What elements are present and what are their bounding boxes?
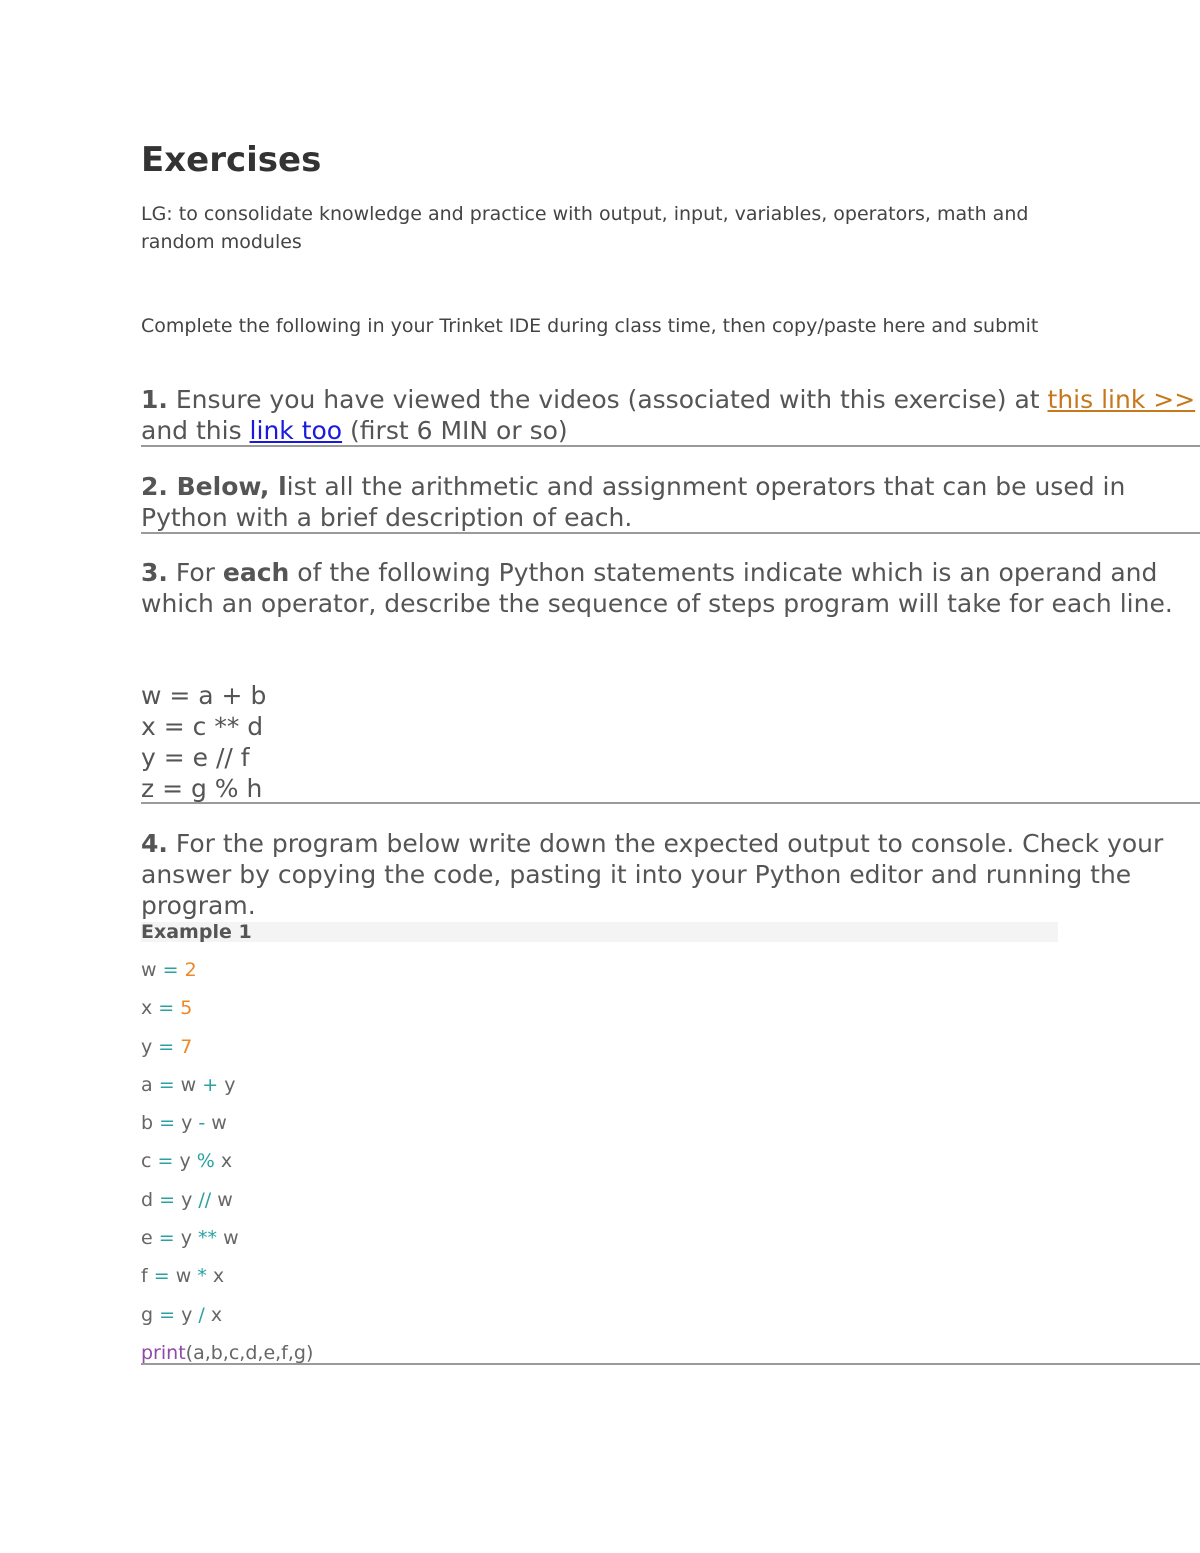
learning-goal: LG: to consolidate knowledge and practice with output, input, variables, operators, math and random modules [141,203,1029,253]
code-block [141,951,313,1372]
question-2 [141,471,1200,533]
divider [141,445,1200,447]
code-line-print [141,1334,313,1372]
instructions: Complete the following in your Trinket IDE during class time, then copy/paste here and submit [141,315,1039,337]
statement: y = e // f [141,743,250,772]
code-line: a = w + y [141,1073,236,1096]
question-text: For [167,558,223,587]
question-text: Ensure you have viewed the videos (associated with this exercise) at [167,385,1048,414]
divider [141,802,1200,804]
code-line: y = 7 [141,1035,193,1058]
statement: w = a + b [141,681,267,710]
statement: x = c ** d [141,712,264,741]
question-number: 2. [141,472,168,501]
question-text: For the program below write down the expected output to console. Check your answer by copying the code, pasting it into your Python editor and running the program. [141,829,1164,920]
question-emphasis: each [222,558,290,587]
statement-list [141,680,1200,804]
code-line: e = y ** w [141,1227,239,1250]
divider [141,1363,1200,1365]
question-3 [141,557,1200,619]
code-line: g = y / x [141,1303,223,1326]
code-line: f = w * x [141,1265,225,1288]
question-text: of the following Python statements indicate which is an operand and which an operator, describe the sequence of steps program will take for each line. [141,558,1173,618]
question-text: ist all the arithmetic and assignment operators that can be used in Python with a brief description of each. [141,472,1126,532]
question-number: 4. [141,829,168,858]
code-line: d = y // w [141,1188,233,1211]
question-number: 3. [141,558,168,587]
question-1 [141,384,1200,446]
question-number: 1. [141,385,168,414]
code-line: x = 5 [141,997,193,1020]
video-link-2[interactable]: link too [249,416,343,445]
question-text: (first 6 MIN or so) [342,416,568,445]
question-4 [141,828,1200,921]
divider [141,532,1200,534]
page-title: Exercises [141,140,322,180]
question-emphasis: Below, l [167,472,287,501]
code-line: c = y % x [141,1150,233,1173]
example-label: Example 1 [141,922,1058,942]
statement: z = g % h [141,774,263,803]
video-link-1[interactable]: this link >> [1047,385,1196,414]
print-arguments: (a,b,c,d,e,f,g) [185,1341,314,1364]
print-function: print [141,1341,186,1364]
code-line: b = y - w [141,1112,227,1135]
question-text: and this [141,416,250,445]
code-line: w = 2 [141,959,197,981]
